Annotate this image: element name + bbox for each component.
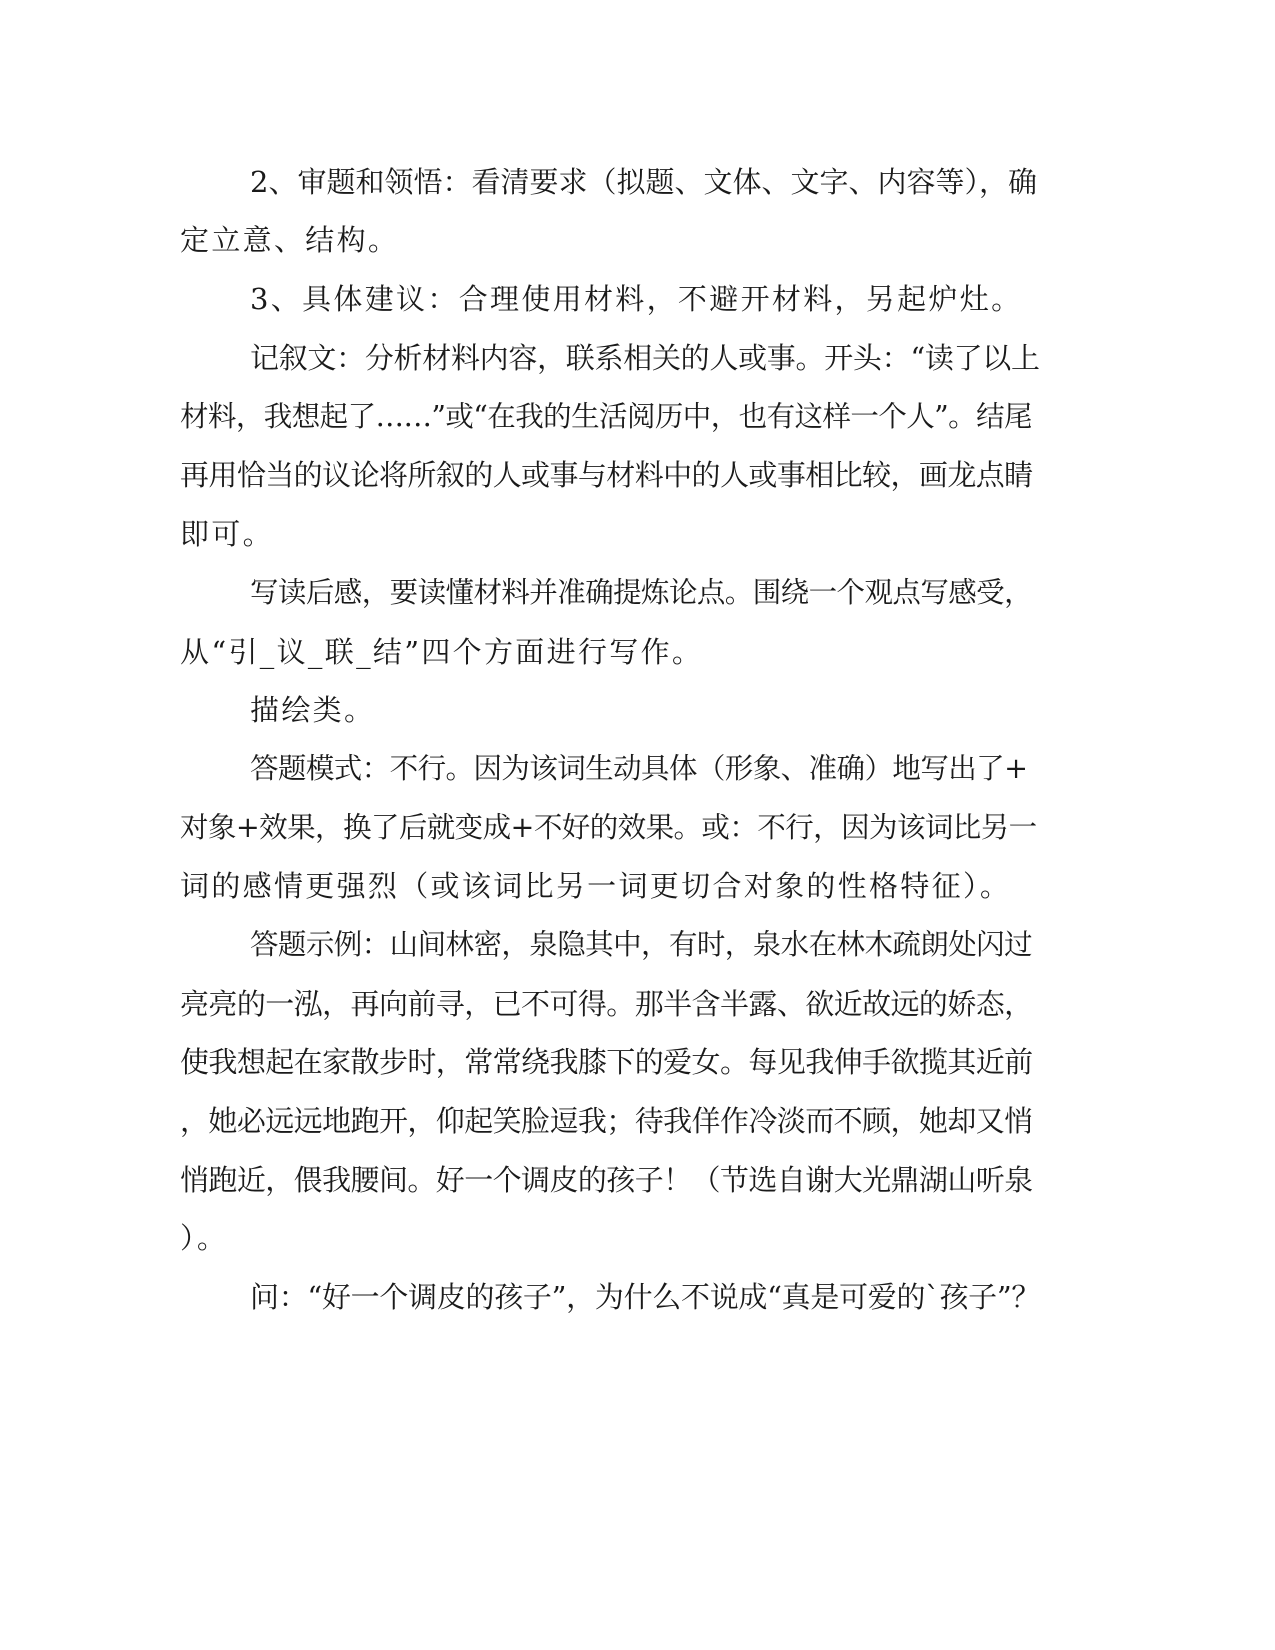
paragraph-4-line-1: 写读后感，要读懂材料并准确提炼论点。围绕一个观点写感受，: [250, 576, 1033, 609]
paragraph-7-line-5: 悄跑近，偎我腰间。好一个调皮的孩子！（节选自谢大光鼎湖山听泉: [180, 1163, 1033, 1197]
paragraph-7-line-2: 亮亮的一泓，再向前寻，已不可得。那半含半露、欲近故远的娇态，: [180, 987, 1033, 1021]
paragraph-1-line-2: 定立意、结构。: [180, 223, 400, 257]
paragraph-6-line-2: 对象+效果，换了后就变成+不好的效果。或：不行，因为该词比另一: [180, 811, 1037, 844]
paragraph-7-line-3: 使我想起在家散步时，常常绕我膝下的爱女。每见我伸手欲揽其近前: [180, 1045, 1033, 1079]
paragraph-1-line-1: 2、审题和领悟：看清要求（拟题、文体、文字、内容等），确: [250, 165, 1037, 199]
paragraph-3-line-1: 记叙文：分析材料内容，联系相关的人或事。开头：“读了以上: [250, 341, 1040, 375]
paragraph-7-line-4: ，她必远远地跑开，仰起笑脸逗我；待我佯作冷淡而不顾，她却又悄: [180, 1104, 1033, 1138]
paragraph-4-line-2: 从“引_议_联_结”四个方面进行写作。: [180, 635, 704, 669]
paragraph-3-line-2: 材料，我想起了……”或“在我的生活阅历中，也有这样一个人”。结尾: [180, 400, 1032, 433]
paragraph-2-line-1: 3、具体建议：合理使用材料，不避开材料，另起炉灶。: [250, 282, 1023, 316]
paragraph-6-line-1: 答题模式：不行。因为该词生动具体（形象、准确）地写出了+: [250, 752, 1028, 785]
paragraph-8-line-1: 问：“好一个调皮的孩子”，为什么不说成“真是可爱的`孩子”？: [250, 1280, 1041, 1314]
paragraph-3-line-3: 再用恰当的议论将所叙的人或事与材料中的人或事相比较，画龙点睛: [180, 458, 1033, 492]
paragraph-5-line-1: 描绘类。: [250, 693, 376, 727]
paragraph-7-line-6: ）。: [180, 1221, 229, 1255]
paragraph-6-line-3: 词的感情更强烈（或该词比另一词更切合对象的性格特征）。: [180, 869, 1012, 903]
paragraph-7-line-1: 答题示例：山间林密，泉隐其中，有时，泉水在林木疏朗处闪过: [250, 928, 1033, 961]
paragraph-3-line-4: 即可。: [180, 517, 274, 551]
